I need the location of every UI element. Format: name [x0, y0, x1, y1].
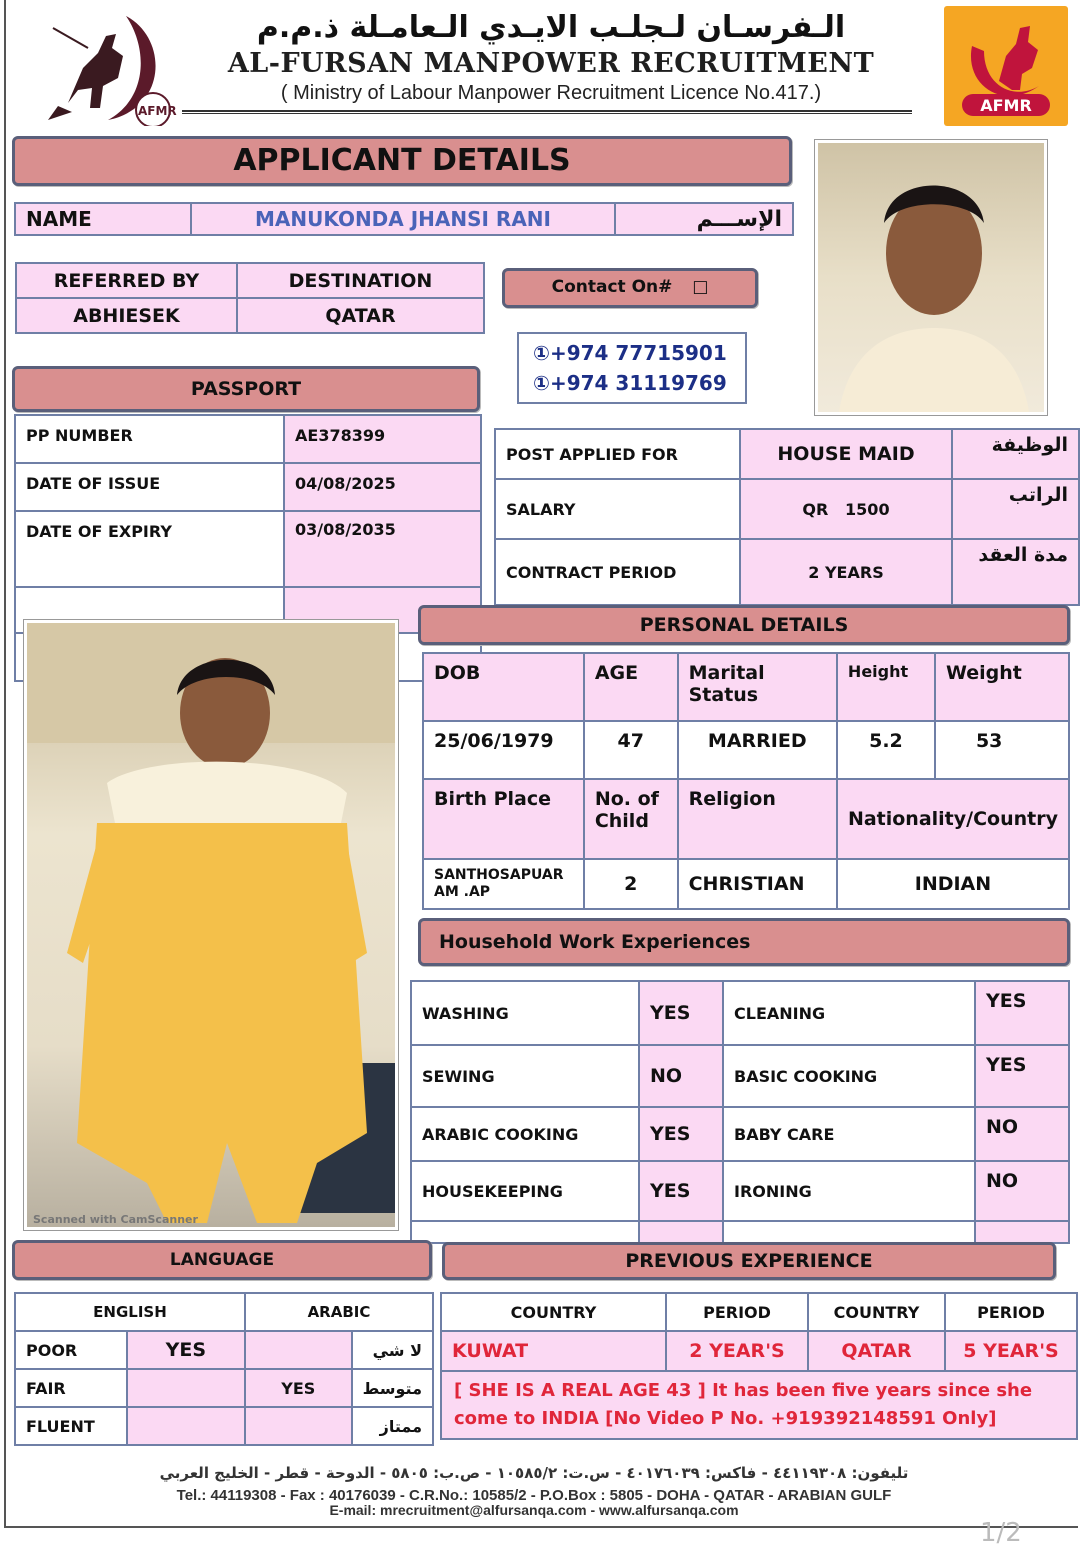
applicant-details-title: APPLICANT DETAILS — [12, 136, 792, 186]
arabic-column-header: ARABIC — [245, 1293, 433, 1331]
personal-details-title: PERSONAL DETAILS — [418, 605, 1070, 645]
skill-ironing-value: NO — [975, 1161, 1069, 1221]
previous-experience-title: PREVIOUS EXPERIENCE — [442, 1242, 1056, 1280]
header-underline — [182, 110, 912, 114]
post-value: HOUSE MAID — [740, 429, 952, 479]
skill-housekeeping-value: YES — [639, 1161, 723, 1221]
contract-value: 2 YEARS — [740, 539, 952, 605]
phone-1-text[interactable]: +974 77715901 — [549, 341, 727, 365]
camscanner-caption: Scanned with CamScanner — [33, 1213, 198, 1226]
arabic-label-fair: متوسط — [352, 1369, 433, 1407]
destination-label: DESTINATION — [237, 263, 484, 298]
phone-1[interactable]: ①+974 77715901 — [533, 341, 727, 365]
english-column-header: ENGLISH — [15, 1293, 245, 1331]
contact-label-text: Contact On# — [551, 277, 673, 297]
birthplace-value: SANTHOSAPUAR AM .AP — [423, 859, 584, 909]
post-arabic: الوظيفة — [952, 429, 1079, 479]
expiry-date-value: 03/08/2035 — [284, 511, 481, 587]
right-logo-badge: AFMR — [980, 96, 1032, 115]
passport-title: PASSPORT — [12, 366, 480, 412]
page-number: 1/2 — [980, 1518, 1022, 1548]
household-table — [410, 980, 1070, 1244]
prev-country-header-2: COUNTRY — [808, 1293, 945, 1331]
headshot-figure — [818, 143, 1047, 415]
prev-country-header-1: COUNTRY — [441, 1293, 666, 1331]
english-fluent — [127, 1407, 245, 1445]
skill-sewing-value: NO — [639, 1045, 723, 1107]
arabic-fair: YES — [245, 1369, 352, 1407]
english-company-title: AL-FURSAN MANPOWER RECRUITMENT — [227, 48, 875, 79]
applicant-headshot — [815, 140, 1047, 415]
height-value: 5.2 — [837, 721, 935, 779]
personal-table — [422, 652, 1070, 910]
post-label: POST APPLIED FOR — [495, 429, 740, 479]
footer-email-line: E-mail: mrecruitment@alfursanqa.com - www.alfursanqa.com — [329, 1502, 739, 1518]
name-arabic-label: الإســـم — [615, 203, 793, 235]
skill-ironing: IRONING — [723, 1161, 975, 1221]
level-poor: POOR — [15, 1331, 127, 1369]
issue-date-value: 04/08/2025 — [284, 463, 481, 511]
previous-experience-table — [440, 1292, 1078, 1440]
salary-arabic: الراتب — [952, 479, 1079, 539]
weight-value: 53 — [935, 721, 1069, 779]
skill-arabic-cooking-value: YES — [639, 1107, 723, 1161]
prev-country-2: QATAR — [808, 1331, 945, 1371]
left-logo-badge: AFMR — [138, 104, 177, 118]
licence-line: ( Ministry of Labour Manpower Recruitment Licence No.417.) — [280, 82, 822, 104]
marital-header: Marital Status — [678, 653, 837, 721]
arabic-fluent — [245, 1407, 352, 1445]
prev-period-header-1: PERIOD — [666, 1293, 808, 1331]
referred-by-label: REFERRED BY — [16, 263, 237, 298]
referral-table — [15, 262, 485, 334]
right-logo — [944, 6, 1068, 126]
pp-number-label: PP NUMBER — [15, 415, 284, 463]
dob-header: DOB — [423, 653, 584, 721]
language-title: LANGUAGE — [12, 1240, 432, 1280]
nationality-header: Nationality/Country — [837, 779, 1069, 859]
prev-period-1: 2 YEAR'S — [666, 1331, 808, 1371]
name-table — [14, 202, 794, 236]
household-empty-cell — [975, 1221, 1069, 1243]
arabic-label-fluent: ممتاز — [352, 1407, 433, 1445]
left-logo — [28, 8, 176, 126]
arabic-poor — [245, 1331, 352, 1369]
contact-label — [502, 268, 758, 308]
arabic-company-title: الـفرسـان لـجلـب الايـدي الـعامـلة ذ.م.م — [256, 10, 846, 45]
contact-phones-box — [517, 332, 747, 404]
children-value: 2 — [584, 859, 678, 909]
phone-2[interactable]: ①+974 31119769 — [533, 371, 727, 395]
household-empty-cell — [639, 1221, 723, 1243]
age-header: AGE — [584, 653, 678, 721]
level-fair: FAIR — [15, 1369, 127, 1407]
pp-number-value: AE378399 — [284, 415, 481, 463]
contract-arabic: مدة العقد — [952, 539, 1079, 605]
household-empty-cell — [411, 1221, 639, 1243]
salary-value: QR 1500 — [740, 479, 952, 539]
post-table — [494, 428, 1080, 606]
issue-date-label: DATE OF ISSUE — [15, 463, 284, 511]
prev-period-2: 5 YEAR'S — [945, 1331, 1077, 1371]
skill-housekeeping: HOUSEKEEPING — [411, 1161, 639, 1221]
skill-cleaning: CLEANING — [723, 981, 975, 1045]
household-empty-cell — [723, 1221, 975, 1243]
birthplace-header: Birth Place — [423, 779, 584, 859]
phone-icon: □ — [692, 277, 709, 297]
skill-washing-value: YES — [639, 981, 723, 1045]
footer-arabic-line: تليفون: ٤٤١١٩٣٠٨ - فاكس: ٤٠١٧٦٠٣٩ - س.ت: ١٠٥٨٥/٢ - ص.ب: ٥٨٠٥ - الدوحة - قطر - الخليج العربي — [159, 1464, 909, 1482]
household-title: Household Work Experiences — [418, 918, 1070, 966]
skill-washing: WASHING — [411, 981, 639, 1045]
footer-contact-line: Tel.: 44119308 - Fax : 40176039 - C.R.No.: 10585/2 - P.O.Box : 5805 - DOHA - QATAR - ARABIAN GULF — [176, 1487, 892, 1504]
marital-value: MARRIED — [678, 721, 837, 779]
english-poor: YES — [127, 1331, 245, 1369]
religion-value: CHRISTIAN — [678, 859, 837, 909]
height-header: Height — [837, 653, 935, 721]
phone-2-text[interactable]: +974 31119769 — [549, 371, 727, 395]
expiry-date-label: DATE OF EXPIRY — [15, 511, 284, 587]
salary-label: SALARY — [495, 479, 740, 539]
language-table — [14, 1292, 434, 1446]
nationality-value: INDIAN — [837, 859, 1069, 909]
prev-country-1: KUWAT — [441, 1331, 666, 1371]
skill-arabic-cooking: ARABIC COOKING — [411, 1107, 639, 1161]
full-body-figure — [27, 623, 398, 1230]
arabic-label-poor: لا شي — [352, 1331, 433, 1369]
prev-period-header-2: PERIOD — [945, 1293, 1077, 1331]
skill-basic-cooking-value: YES — [975, 1045, 1069, 1107]
skill-baby-care-value: NO — [975, 1107, 1069, 1161]
dob-value: 25/06/1979 — [423, 721, 584, 779]
destination-value: QATAR — [237, 298, 484, 333]
referred-by-value: ABHIESEK — [16, 298, 237, 333]
skill-cleaning-value: YES — [975, 981, 1069, 1045]
religion-header: Religion — [678, 779, 837, 859]
skill-basic-cooking: BASIC COOKING — [723, 1045, 975, 1107]
skill-sewing: SEWING — [411, 1045, 639, 1107]
english-fair — [127, 1369, 245, 1407]
skill-baby-care: BABY CARE — [723, 1107, 975, 1161]
level-fluent: FLUENT — [15, 1407, 127, 1445]
contract-label: CONTRACT PERIOD — [495, 539, 740, 605]
children-header: No. of Child — [584, 779, 678, 859]
applicant-full-photo — [24, 620, 398, 1230]
name-value: MANUKONDA JHANSI RANI — [191, 203, 615, 235]
age-value: 47 — [584, 721, 678, 779]
name-label: NAME — [15, 203, 191, 235]
previous-experience-note: [ SHE IS A REAL AGE 43 ] It has been five years since she come to INDIA [No Video P No. +919392148591 Only] — [441, 1371, 1077, 1439]
weight-header: Weight — [935, 653, 1069, 721]
